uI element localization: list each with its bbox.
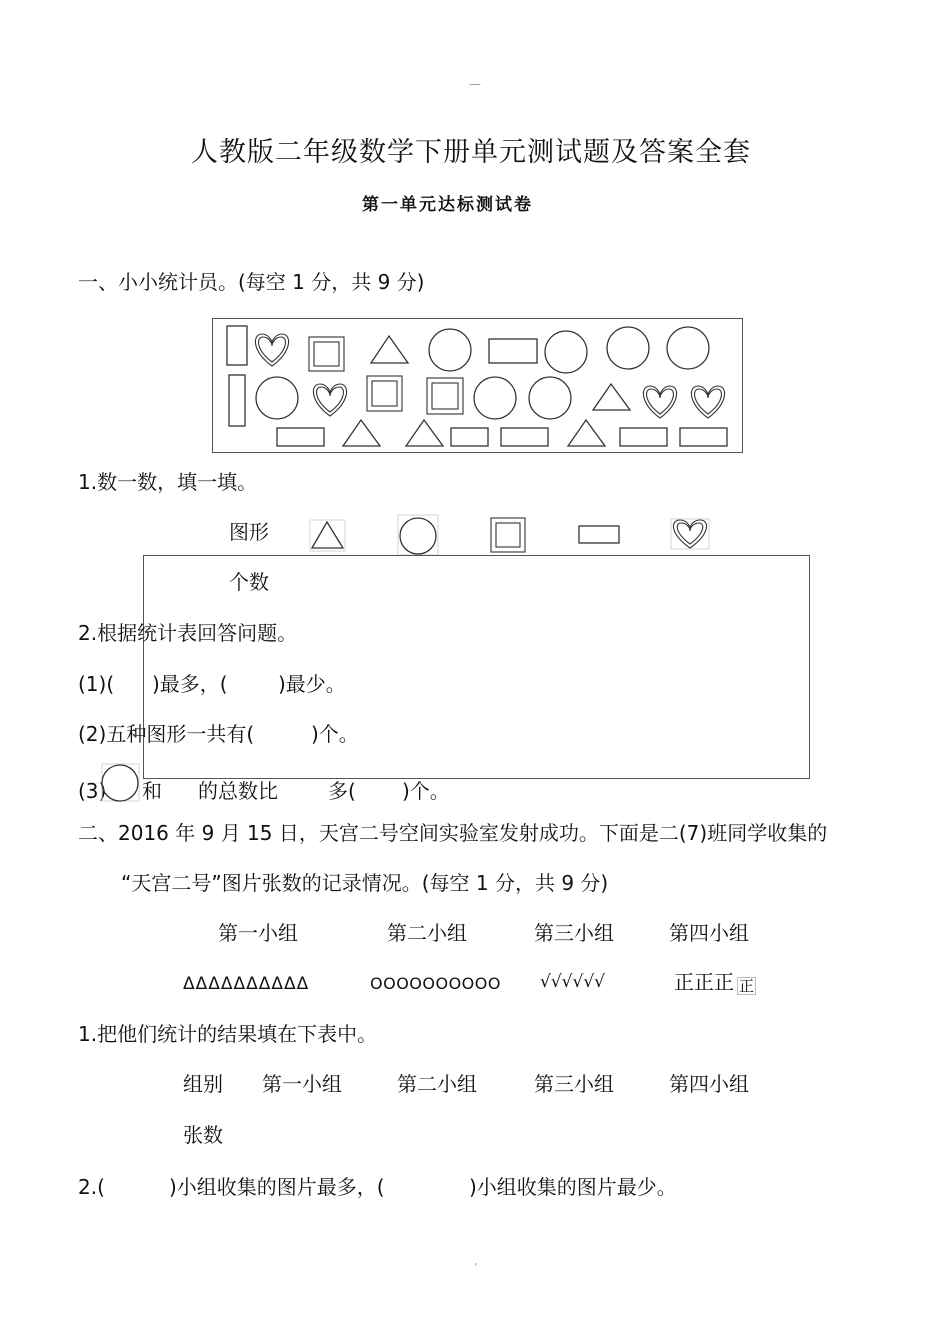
table2-count-label: 张数 [183,1123,223,1147]
group-label-4: 第四小组 [669,921,749,945]
q2-2-part-a: (2)五种图形一共有( [78,722,255,746]
q2-3-part-e: )个。 [402,779,450,803]
group-label-3: 第三小组 [534,921,614,945]
section2-q2-part-c: )小组收集的图片最少。 [469,1175,677,1199]
q2-3-part-d: 多( [328,779,356,803]
tally-group-2: OOOOOOOOOO [370,974,501,993]
table-row-label-shape: 图形 [229,520,269,544]
section1-q1: 1.数一数，填一填。 [78,470,258,494]
group-label-2: 第二小组 [387,921,467,945]
circle-icon [398,515,438,555]
heart-icon [671,519,709,549]
square-icon [309,337,344,371]
triangle-icon [310,520,345,551]
square-icon [367,376,402,411]
rectangle-icon [579,526,619,543]
table2-group-3: 第三小组 [534,1072,614,1096]
section2-heading-line1: 二、2016 年 9 月 15 日，天宫二号空间实验室发射成功。下面是二(7)班同学收集的 [78,821,828,845]
square-icon [427,378,463,414]
section1-heading: 一、小小统计员。(每空 1 分，共 9 分) [78,270,425,294]
q2-3-part-b: 和 [142,779,162,803]
page-title: 人教版二年级数学下册单元测试题及答案全套 [191,137,751,168]
section2-q2-part-b: )小组收集的图片最多，( [169,1175,385,1199]
table2-group-4: 第四小组 [669,1072,749,1096]
tally-group-3: √√√√√√ [540,972,605,992]
section1-q2: 2.根据统计表回答问题。 [78,621,298,645]
square-icon [491,518,525,552]
q2-1-part-b: )最多，( [152,672,228,696]
table-row-label-count: 个数 [229,570,269,594]
q2-3-part-a: (3) [78,779,107,803]
tally-group-4-extra: 正 [739,977,755,995]
table2-group-1: 第一小组 [262,1072,342,1096]
footer-mark: ʼ [474,1261,478,1274]
group-label-1: 第一小组 [218,921,298,945]
heart-icon [643,386,676,418]
heart-icon [313,384,346,416]
header-mark: — [469,77,481,91]
q2-1-part-a: (1)( [78,672,115,696]
section2-q1: 1.把他们统计的结果填在下表中。 [78,1022,378,1046]
shapes-picture-drawing [212,318,742,452]
tally-group-4: 正正正 [674,970,734,994]
q2-1-part-c: )最少。 [278,672,346,696]
tally-group-1: ΔΔΔΔΔΔΔΔΔΔ [183,974,310,994]
table2-header-label: 组别 [183,1072,223,1096]
table-shape-icons [300,512,720,556]
section2-q2-part-a: 2.( [78,1175,105,1199]
heart-icon [255,334,288,366]
circle-icon [101,763,141,803]
section2-heading-line2: “天宫二号”图片张数的记录情况。(每空 1 分，共 9 分) [121,871,609,895]
page-subtitle: 第一单元达标测试卷 [362,195,533,215]
heart-icon [691,386,724,418]
q2-3-part-c: 的总数比 [198,779,278,803]
table2-group-2: 第二小组 [397,1072,477,1096]
q2-2-part-b: )个。 [311,722,359,746]
